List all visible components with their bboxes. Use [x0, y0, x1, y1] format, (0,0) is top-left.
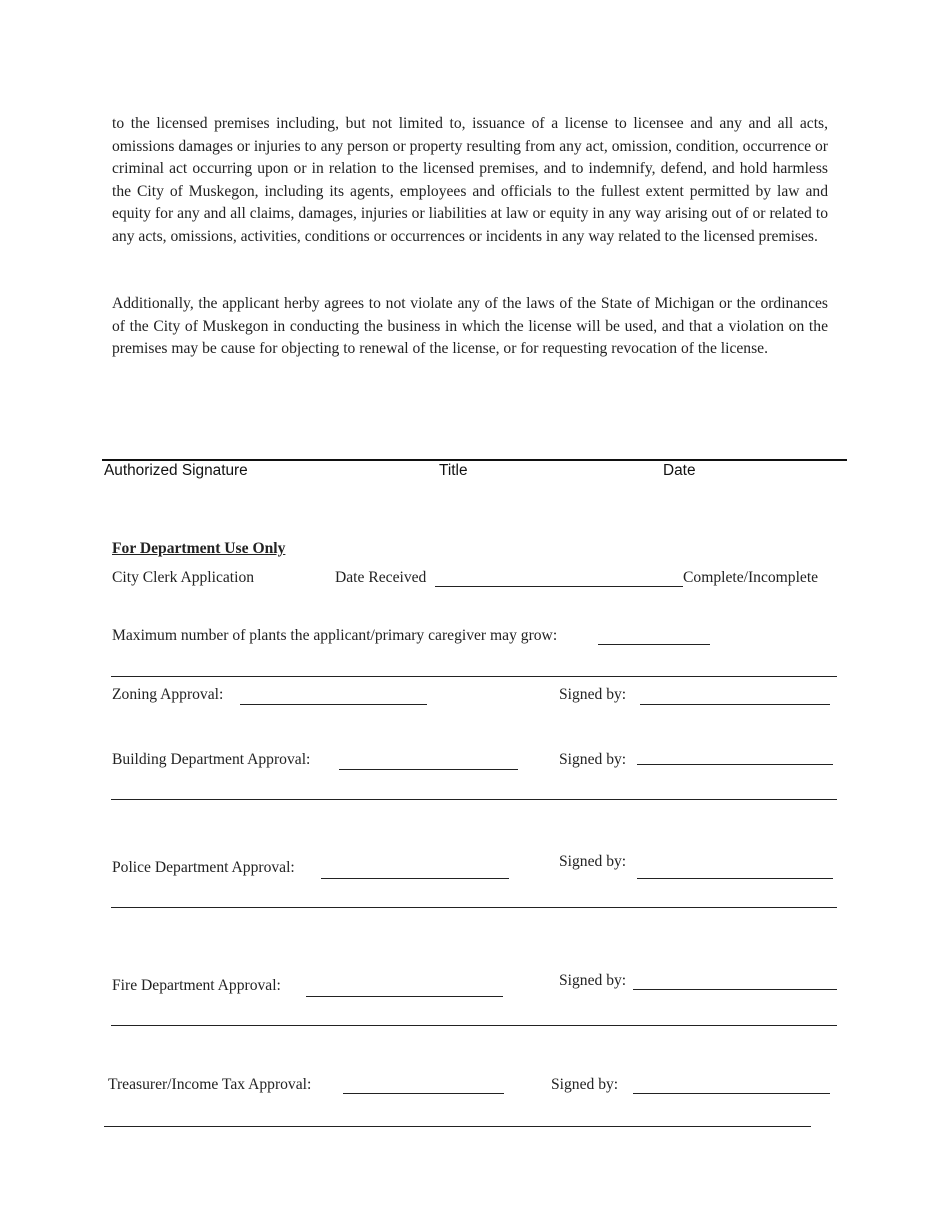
divider [111, 1025, 837, 1026]
building-signed-by-label: Signed by: [559, 751, 627, 768]
divider [111, 907, 837, 908]
treasurer-signed-by-label: Signed by: [551, 1076, 619, 1093]
zoning-approval-field[interactable] [240, 704, 427, 705]
compliance-paragraph: Additionally, the applicant herby agrees to not violate any of the laws of the State of Michigan or the ordinances of the City of Muskegon in conducting the business in which the license will be used, and that a violation on the premises may be cause for objecting to renewal of the license, or for requesting revocation of the license. [112, 295, 828, 358]
fire-signed-by-field[interactable] [633, 989, 837, 990]
city-clerk-label: City Clerk Application [112, 569, 255, 586]
divider [111, 799, 837, 800]
fire-signed-by-label: Signed by: [559, 972, 627, 989]
police-approval-field[interactable] [321, 878, 509, 879]
fire-approval-field[interactable] [306, 996, 503, 997]
zoning-signed-by-field[interactable] [640, 704, 830, 705]
date-received-field[interactable] [435, 586, 683, 587]
max-plants-label: Maximum number of plants the applicant/primary caregiver may grow: [112, 627, 558, 644]
building-approval-label: Building Department Approval: [112, 751, 311, 768]
date-received-label: Date Received [335, 569, 427, 586]
police-signed-by-field[interactable] [637, 878, 833, 879]
treasurer-signed-by-field[interactable] [633, 1093, 830, 1094]
authorized-signature-label: Authorized Signature [104, 462, 248, 479]
police-signed-by-label: Signed by: [559, 853, 627, 870]
zoning-signed-by-label: Signed by: [559, 686, 627, 703]
signature-line[interactable] [102, 459, 847, 461]
building-approval-field[interactable] [339, 769, 518, 770]
divider [111, 676, 837, 677]
bottom-line [104, 1126, 811, 1127]
treasurer-approval-field[interactable] [343, 1093, 504, 1094]
building-signed-by-field[interactable] [637, 764, 833, 765]
treasurer-approval-label: Treasurer/Income Tax Approval: [108, 1076, 312, 1093]
police-approval-label: Police Department Approval: [112, 859, 295, 876]
fire-approval-label: Fire Department Approval: [112, 977, 281, 994]
complete-incomplete-label: Complete/Incomplete [683, 569, 819, 586]
zoning-approval-label: Zoning Approval: [112, 686, 224, 703]
date-label: Date [663, 462, 696, 479]
department-use-heading: For Department Use Only [112, 540, 286, 557]
indemnity-paragraph: to the licensed premises including, but not limited to, issuance of a license to licensee and any and all acts, omissions damages or injuries to any person or property resulting from any act, omission, condition, occurrence or criminal act occurring upon or in relation to the licensed premises, and to indemnify, defend, and hold harmless the City of Muskegon, including its agents, employees and officials to the fullest extent permitted by law and equity for any and all claims, damages, injuries or liabilities at law or equity in any way arising out of or related to any acts, omissions, activities, conditions or occurrences or incidents in any way related to the licensed premises. [112, 115, 828, 245]
title-label: Title [439, 462, 468, 479]
max-plants-field[interactable] [598, 644, 710, 645]
